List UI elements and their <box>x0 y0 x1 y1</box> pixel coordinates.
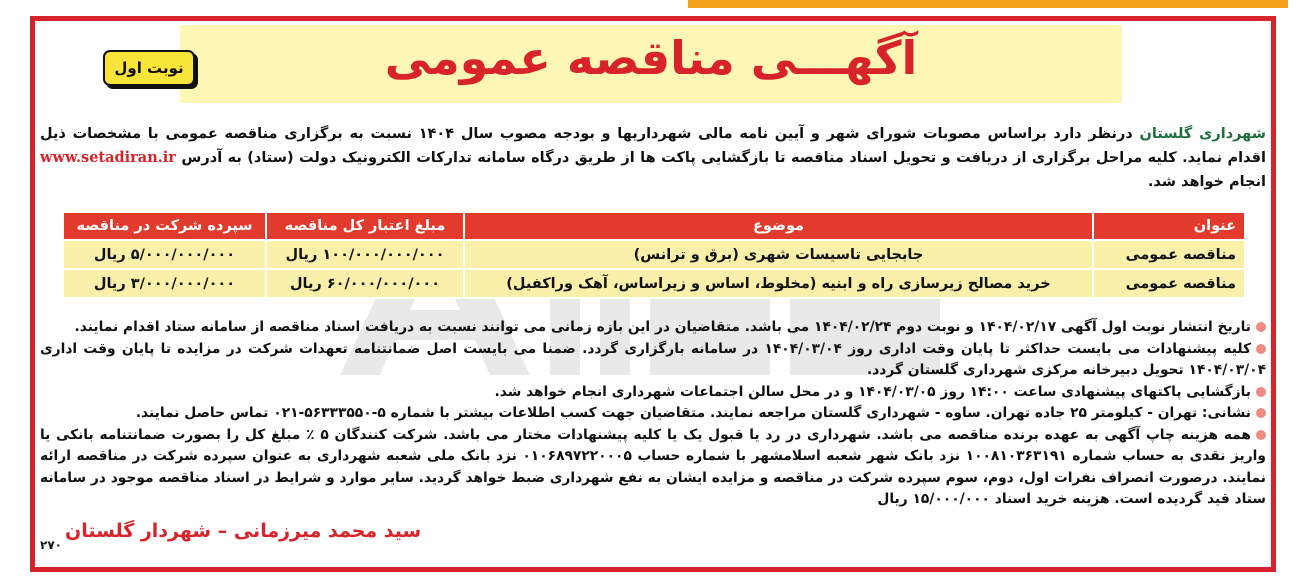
note-item <box>40 382 1266 404</box>
title-band <box>180 25 1122 103</box>
row-title: مناقصه عمومی <box>1093 240 1245 269</box>
header-title: عنوان <box>1093 212 1245 240</box>
row-budget: ۱۰۰/۰۰۰/۰۰۰/۰۰۰ ریال <box>266 240 464 269</box>
note-text: بازگشایی پاکتهای پیشنهادی ساعت ۱۴:۰۰ روز ۱۴۰۴/۰۳/۰۵ و در محل سالن اجتماعات شهرداری انجام خواهد شد. <box>494 383 1251 400</box>
note-text: همه هزینه چاپ آگهی به عهده برنده مناقصه می باشد. شهرداری در رد یا قبول یک یا کلیه پیشنهادات مختار می باشد. شرکت کنندگان ۵ ٪ مبلغ کل را بصورت ضمانتنامه بانکی یا واریز نقدی به حساب شماره ۱۰۰۸۱۰۳۶۳۱۹۱ نزد بانک شهر شعبه اسلامشهر با شماره حساب ۰۱۰۶۸۹۷۲۲۰۰۰۵ نزد بانک ملی شعبه شهرداری به عنوان سپرده شرکت در مناقصه ارائه نمایند. درصورت انصراف نفرات اول، دوم، سوم سپرده شرکت در مناقصه و مزایده ایشان به نفع شهرداری ضبط خواهد گردید. سایر موارد و شرایط در اسناد مناقصه موجود در سامانه ستاد قید گردیده است. هزینه خرید اسناد ۱۵/۰۰۰/۰۰۰ ریال <box>40 426 1266 507</box>
table-row <box>63 269 1245 298</box>
tender-table <box>62 211 1246 299</box>
note-item <box>40 317 1266 339</box>
row-deposit: ۵/۰۰۰/۰۰۰/۰۰۰ ریال <box>63 240 266 269</box>
bullet-icon <box>1256 322 1266 332</box>
intro-text-1: درنظر دارد براساس مصوبات شورای شهر و آیین نامه مالی شهرداریها و بودجه مصوب سال ۱۴۰۴ نسبت به برگزاری مناقصه عمومی با مشخصات ذیل اقدام نماید. کلیه مراحل برگزاری از دریافت و تحویل اسناد مناقصه تا بازگشایی پاکت ها از طریق درگاه سامانه تدارکات الکترونیک دولت (ستاد) به آدرس <box>40 126 1266 166</box>
note-item <box>40 403 1266 425</box>
row-title: مناقصه عمومی <box>1093 269 1245 298</box>
bullet-icon <box>1256 387 1266 397</box>
header-deposit: سپرده شرکت در مناقصه <box>63 212 266 240</box>
table-row <box>63 240 1245 269</box>
ad-number: ۲۷۰ <box>40 538 62 552</box>
row-budget: ۶۰/۰۰۰/۰۰۰/۰۰۰ ریال <box>266 269 464 298</box>
row-subject: جابجایی تاسیسات شهری (برق و ترانس) <box>464 240 1093 269</box>
note-item <box>40 425 1266 511</box>
row-subject: خرید مصالح زیرسازی راه و ابنیه (مخلوط، اساس و زیراساس، آهک وراکفیل) <box>464 269 1093 298</box>
organization-name: شهرداری گلستان <box>1139 126 1266 142</box>
page-title: آگهـــی مناقصه عمومی <box>384 31 918 85</box>
table-header-row <box>63 212 1245 240</box>
notes-list <box>40 317 1266 511</box>
note-text: تاریخ انتشار نوبت اول آگهی ۱۴۰۴/۰۲/۱۷ و نوبت دوم ۱۴۰۴/۰۲/۲۴ می باشد. متقاضیان در این بازه زمانی می توانند نسبت به دریافت اسناد مناقصه از سامانه ستاد اقدام نمایند. <box>74 319 1251 335</box>
round-badge: نوبت اول <box>103 50 195 86</box>
header-budget: مبلغ اعتبار کل مناقصه <box>266 212 464 240</box>
bullet-icon <box>1256 430 1266 440</box>
intro-text-2: انجام خواهد شد. <box>1147 174 1266 190</box>
bullet-icon <box>1256 408 1266 418</box>
header-subject: موضوع <box>464 212 1093 240</box>
note-text: نشانی: تهران - کیلومتر ۲۵ جاده تهران. ساوه - شهرداری گلستان مراجعه نمایند. متقاضیان جهت کسب اطلاعات بیشتر با شماره ۵-۵۶۳۳۳۵۵۰-۰۲۱ تماس حاصل نمایند. <box>135 405 1251 421</box>
top-accent-strip <box>688 0 1288 8</box>
note-text: کلیه پیشنهادات می بایست حداکثر تا پایان وقت اداری روز ۱۴۰۴/۰۳/۰۴ در سامانه بارگزاری گردد. ضمنا می بایست اصل ضمانتنامه تعهدات شرکت در مزایده تا پایان وقت اداری ۱۴۰۴/۰۳/۰۴ تحویل دبیرخانه مرکزی شهرداری گلستان گردد. <box>40 340 1266 378</box>
intro-paragraph <box>40 122 1266 194</box>
note-item <box>40 339 1266 382</box>
website-link[interactable]: www.setadiran.ir <box>40 149 176 166</box>
row-deposit: ۳/۰۰۰/۰۰۰/۰۰۰ ریال <box>63 269 266 298</box>
bullet-icon <box>1256 344 1266 354</box>
signature: سید محمد میرزمانی – شهردار گلستان <box>65 520 422 542</box>
